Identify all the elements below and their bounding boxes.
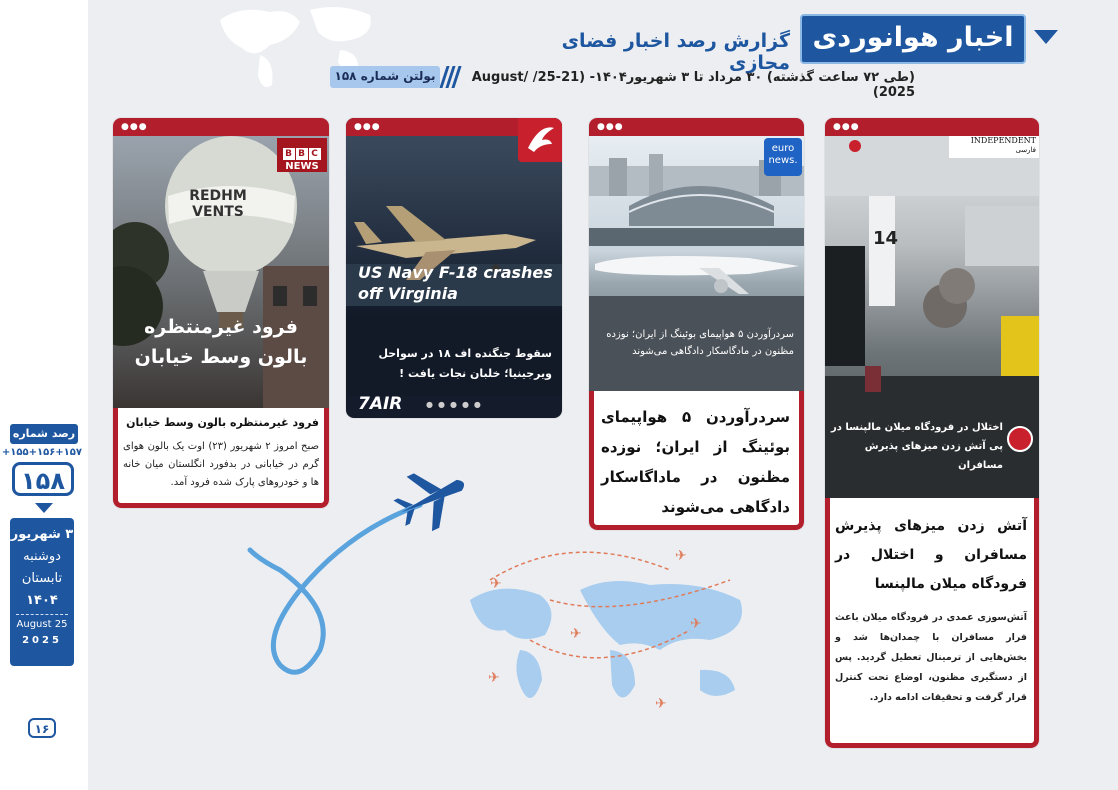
jet-photo (346, 136, 562, 396)
independent-logo-text: INDEPENDENT (970, 136, 1036, 145)
page-subtitle: گزارش رصد اخبار فضای مجازی (561, 30, 790, 74)
boeing-photo (589, 136, 804, 391)
bulletin-number: بولتن شماره ۱۵۸ (334, 69, 436, 83)
stripes-decoration (440, 66, 458, 88)
bbc-news-logo: B B C NEWS (277, 138, 327, 172)
chevron-down-icon (1034, 30, 1058, 44)
balloon-lettering: REDHM VENTS (189, 188, 247, 220)
bbc-logo-text: NEWS (285, 161, 319, 172)
card-brand-7air: 7AIR (358, 394, 403, 414)
year-persian: ۱۴۰۴ (26, 593, 58, 608)
rasad-label: رصد شماره (10, 424, 78, 444)
card-header-bar (825, 118, 1039, 136)
independent-eagle-icon (849, 140, 861, 152)
independent-logo (949, 136, 1039, 158)
svg-text:✈: ✈ (675, 548, 687, 564)
rasad-history: ۱۵۵+۱۵۶+۱۵۷+ (1, 447, 82, 458)
season: تابستان (21, 571, 63, 586)
weekday: دوشنبه (23, 549, 61, 564)
date-range: (طی ۷۲ ساعت گذشته) ۳۰ مرداد تا ۳ شهریور۱۴۰۴- (21-25/ August/ 2025) (471, 70, 915, 100)
svg-text:✈: ✈ (490, 576, 502, 592)
header-title-box (800, 14, 1026, 64)
menu-dots-icon: ●●● (833, 122, 860, 132)
photo-caption: فرود غیرمنتظره بالون وسط خیابان (134, 316, 308, 368)
card-body: آتش‌سوزی عمدی در فرودگاه میلان باعث فرار مسافران با چمدان‌ها شد و بخش‌هایی از ترمینال تعطیل گردید. پس از دستگیری مظنون، اوضاع تحت کنترل قرار گرفت و تحقیقات ادامه دارد. (835, 612, 1027, 703)
news-card-boeing[interactable] (589, 118, 804, 530)
triangle-down-icon (35, 503, 53, 513)
bird-icon (518, 118, 562, 162)
date-panel (10, 518, 74, 666)
independent-logo-sub: فارسی (1015, 146, 1036, 154)
date-english: 25 August (16, 619, 68, 630)
card-header-bar (113, 118, 329, 136)
airport-photo (825, 136, 1039, 498)
photo-caption: سقوط جنگنده اف ۱۸ در سواحل ویرجینیا؛ خلبان نجات یافت ! (378, 347, 552, 380)
year-english: 2025 (22, 635, 62, 646)
card-frame (589, 391, 804, 530)
card-title: سردرآوردن ۵ هواپیمای بوئینگ از ایران؛ نوزده مظنون در ماداگاسکار دادگاهی می‌شوند (601, 408, 790, 516)
bulletin-badge (330, 66, 440, 88)
photo-caption: اختلال در فرودگاه میلان مالپنسا در پی آتش زدن میزهای پذیرش مسافران (831, 422, 1003, 471)
gate-sign: 14 (873, 228, 899, 249)
date-persian: ۳ شهریور (10, 527, 74, 542)
world-map-flights-decoration (450, 540, 770, 740)
menu-dots-icon: ●●● (121, 122, 148, 132)
jet-photo-headline: US Navy F-18 crashes off Virginia (358, 263, 553, 303)
card-frame (113, 408, 329, 508)
left-strip (0, 0, 88, 790)
social-icons: ●●●●● (426, 400, 486, 409)
card-header-bar (589, 118, 804, 136)
svg-text:✈: ✈ (655, 696, 667, 712)
svg-text:✈: ✈ (570, 626, 582, 642)
news-card-balloon[interactable] (113, 118, 329, 508)
menu-dots-icon: ●●● (354, 122, 381, 132)
sevenair-logo (518, 118, 562, 162)
date-divider (16, 614, 68, 615)
card-body: صبح امروز ۲ شهریور (۲۳) اوت یک بالون هوای گرم در خیابانی در بدفورد انگلستان میان خانه ها و خودروهای پارک شده فرود آمد. (123, 441, 319, 488)
page-title: اخبار هوانوردی (812, 22, 1014, 53)
menu-dots-icon: ●●● (597, 122, 624, 132)
news-card-milan[interactable] (825, 118, 1039, 748)
svg-text:✈: ✈ (690, 616, 702, 632)
card-title: فرود غیرمنتظره بالون وسط خیابان (126, 416, 319, 429)
photo-caption: سردرآوردن ۵ هواپیمای بوئینگ از ایران؛ نوزده مظنون در مادگاسکار دادگاهی می‌شوند (606, 329, 794, 357)
card-frame (825, 498, 1039, 748)
page-number: ۱۶ (28, 718, 56, 738)
rasad-number: ۱۵۸ (12, 462, 74, 496)
euronews-logo-text: euro news. (768, 143, 798, 166)
balloon-photo (113, 136, 329, 408)
independent-circle-logo (1007, 426, 1033, 452)
card-title: آتش زدن میزهای پذیرش مسافران و اختلال در فرودگاه میلان مالپنسا (835, 518, 1027, 592)
euronews-logo (764, 138, 802, 176)
svg-text:✈: ✈ (488, 670, 500, 686)
news-card-f18[interactable] (346, 118, 562, 418)
